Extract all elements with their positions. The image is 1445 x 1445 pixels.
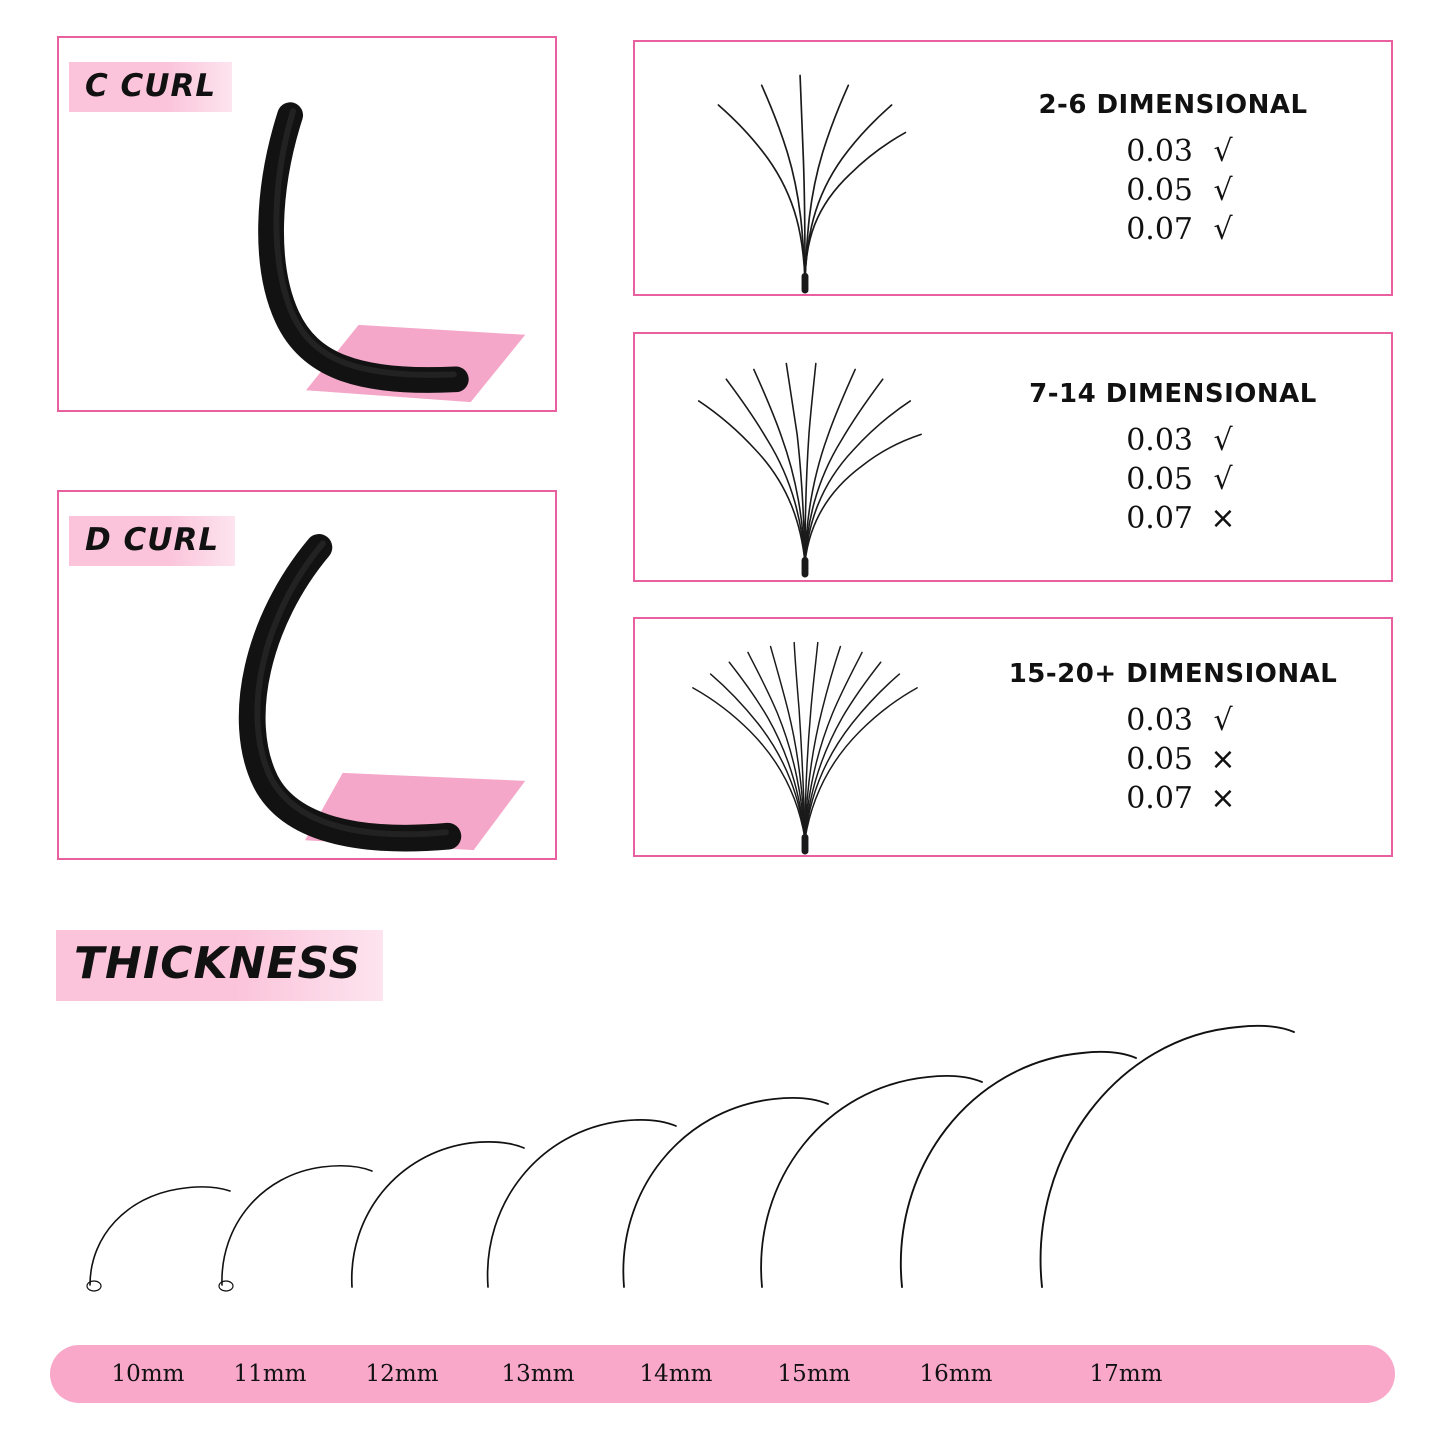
fan-illustration-7-14: [655, 334, 955, 580]
thickness-value: 0.03: [1126, 702, 1193, 738]
length-tick: 13mm: [501, 1361, 575, 1387]
support-mark: ×: [1210, 741, 1236, 777]
support-mark: ×: [1210, 500, 1236, 536]
dimensional-panel-15-20: [633, 617, 1393, 857]
length-tick: 10mm: [111, 1361, 185, 1387]
thickness-support-list: [1093, 423, 1253, 536]
d-curl-panel: [57, 490, 557, 860]
thickness-support-row: [1093, 212, 1253, 247]
dimensional-text-15-20: [965, 619, 1381, 855]
length-tick: 12mm: [365, 1361, 439, 1387]
thickness-support-row: [1093, 703, 1253, 738]
lash-length-illustration: [50, 975, 1395, 1320]
thickness-value: 0.07: [1126, 500, 1193, 536]
support-mark: √: [1213, 133, 1233, 169]
support-mark: √: [1213, 211, 1233, 247]
support-mark: √: [1213, 172, 1233, 208]
thickness-value: 0.03: [1126, 422, 1193, 458]
length-tick: 17mm: [1089, 1361, 1163, 1387]
dimensional-title: 2-6 DIMENSIONAL: [1038, 89, 1308, 120]
c-curl-panel: [57, 36, 557, 412]
thickness-support-row: [1093, 173, 1253, 208]
thickness-section-label: THICKNESS: [56, 930, 383, 1001]
dimensional-title: 7-14 DIMENSIONAL: [1029, 378, 1317, 409]
thickness-support-row: [1093, 781, 1253, 816]
fan-illustration-15-20: [655, 619, 955, 855]
thickness-value: 0.07: [1126, 780, 1193, 816]
support-mark: √: [1213, 422, 1233, 458]
thickness-support-row: [1093, 462, 1253, 497]
length-tick: 15mm: [777, 1361, 851, 1387]
dimensional-text-2-6: [965, 42, 1381, 294]
dimensional-text-7-14: [965, 334, 1381, 580]
thickness-support-row: [1093, 423, 1253, 458]
c-curl-label: C CURL: [69, 62, 232, 112]
thickness-value: 0.05: [1126, 172, 1193, 208]
length-tick: 11mm: [233, 1361, 307, 1387]
dimensional-title: 15-20+ DIMENSIONAL: [1008, 658, 1338, 689]
support-mark: √: [1213, 702, 1233, 738]
dimensional-panel-2-6: [633, 40, 1393, 296]
thickness-support-list: [1093, 703, 1253, 816]
thickness-value: 0.05: [1126, 461, 1193, 497]
thickness-value: 0.05: [1126, 741, 1193, 777]
support-mark: ×: [1210, 780, 1236, 816]
support-mark: √: [1213, 461, 1233, 497]
thickness-support-row: [1093, 742, 1253, 777]
d-curl-label: D CURL: [69, 516, 235, 566]
thickness-value: 0.07: [1126, 211, 1193, 247]
fan-illustration-2-6: [655, 42, 955, 294]
length-scale-bar: [50, 1345, 1395, 1403]
thickness-support-list: [1093, 134, 1253, 247]
thickness-support-row: [1093, 134, 1253, 169]
thickness-value: 0.03: [1126, 133, 1193, 169]
thickness-support-row: [1093, 501, 1253, 536]
dimensional-panel-7-14: [633, 332, 1393, 582]
length-tick: 16mm: [919, 1361, 993, 1387]
length-tick: 14mm: [639, 1361, 713, 1387]
